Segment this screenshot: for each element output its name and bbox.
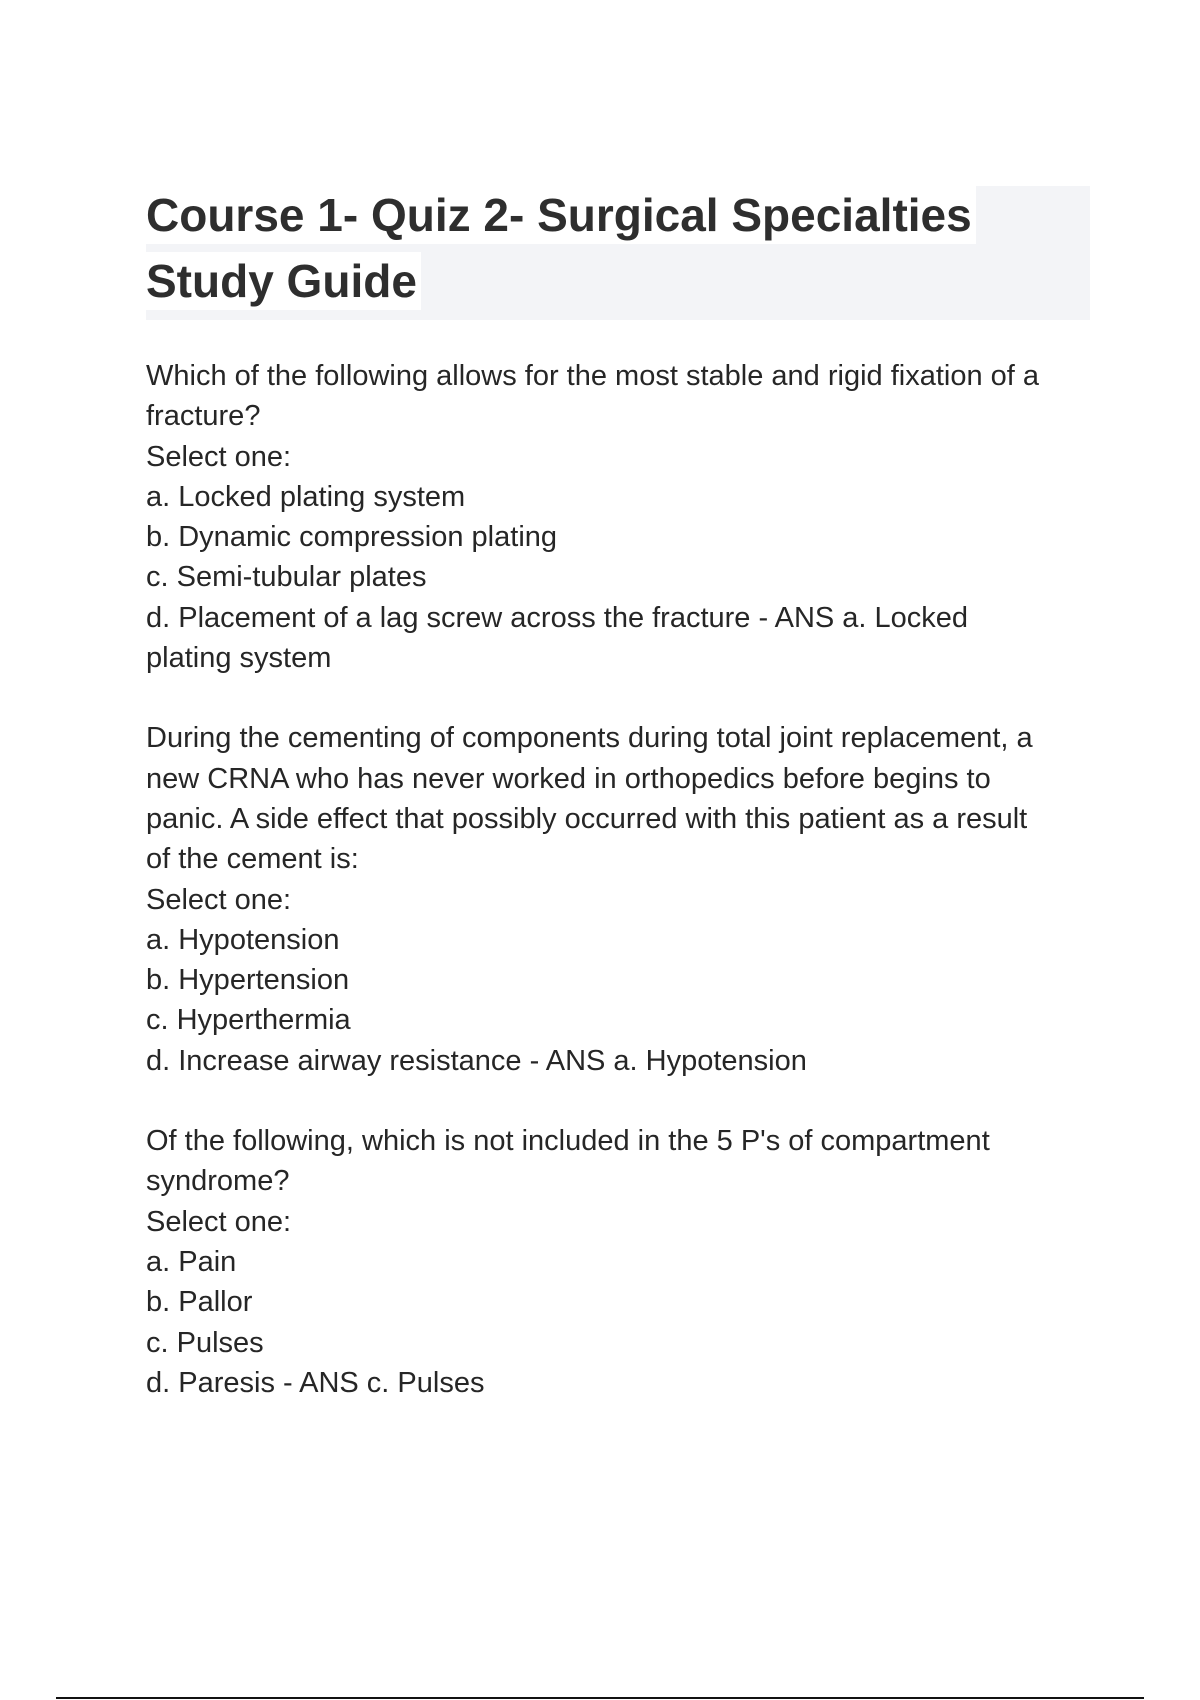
question-3-line: syndrome? [146,1165,290,1198]
question-3-prompt: Select one: [146,1205,292,1238]
question-block-1 [146,356,1096,678]
question-3-option-a: a. Pain [146,1245,237,1278]
question-1-option-a: a. Locked plating system [146,480,466,513]
question-3-option-b: b. Pallor [146,1286,253,1319]
question-1-line: Which of the following allows for the most stable and rigid fixation of a [146,360,1040,392]
question-list [146,356,1096,1443]
question-1-option-b: b. Dynamic compression plating [146,521,558,554]
question-2-option-c: c. Hyperthermia [146,1004,351,1037]
question-3-option-c: c. Pulses [146,1326,264,1359]
question-2-line: new CRNA who has never worked in orthopedics before begins to [146,762,991,795]
footer-divider [56,1697,1144,1699]
question-1-answer-continued: plating system [146,642,332,675]
title-line-1: Course 1- Quiz 2- Surgical Specialties [146,186,976,244]
question-2-line: During the cementing of components during total joint replacement, a [146,722,1033,755]
question-3-line: Of the following, which is not included in the 5 P's of compartment [146,1125,990,1158]
page-title [146,186,1090,320]
question-2-prompt: Select one: [146,883,292,916]
question-2-option-b: b. Hypertension [146,964,350,997]
question-1-option-d-answer: d. Placement of a lag screw across the fracture - ANS a. Locked [146,601,969,634]
question-1-prompt: Select one: [146,440,292,473]
question-2-line: of the cement is: [146,843,359,876]
question-block-2 [146,718,1096,1081]
title-line-2: Study Guide [146,252,421,310]
question-2-option-d-answer: d. Increase airway resistance - ANS a. Hypotension [146,1044,807,1077]
question-2-option-a: a. Hypotension [146,923,340,956]
question-3-option-d-answer: d. Paresis - ANS c. Pulses [146,1366,485,1399]
question-2-line: panic. A side effect that possibly occurred with this patient as a result [146,802,1028,835]
question-1-option-c: c. Semi-tubular plates [146,561,427,594]
question-1-line: fracture? [146,400,261,433]
question-block-3 [146,1121,1096,1403]
